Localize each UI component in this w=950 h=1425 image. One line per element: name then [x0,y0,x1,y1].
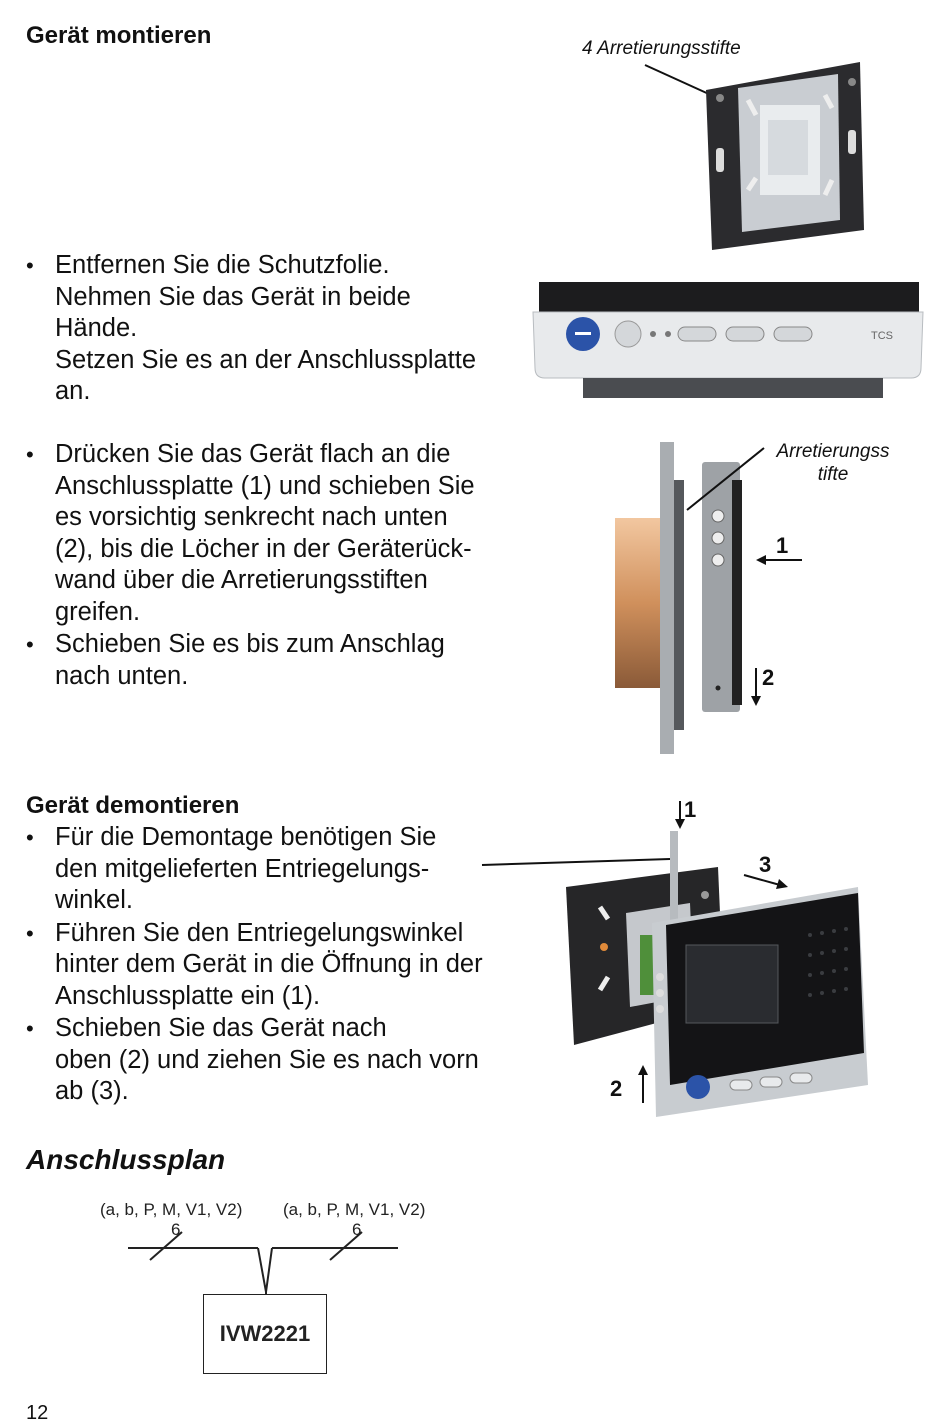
unmount-bullet-1: • Für die Demontage benötigen Sie den mitgelieferten Entriegelungs- winkel. [26,822,483,917]
mount-bullets-2 [26,439,475,692]
unmount-label-1: 1 [684,797,697,822]
right-wire-label: (a, b, P, M, V1, V2) [283,1200,426,1219]
unmount-label-3: 3 [759,852,772,877]
mount-label-1: 1 [776,533,789,558]
side-view-mounting-image [612,440,812,756]
unmount-bullets [26,822,483,1108]
device-brand-label: TCS [871,330,893,342]
left-wire-label: (a, b, P, M, V1, V2) [100,1200,243,1219]
page-number: 12 [26,1402,49,1424]
mount-bullets-1 [26,250,476,408]
device-box-label: IVW2221 [219,1321,311,1346]
mount-label-2: 2 [762,665,775,690]
unmount-heading: Gerät demontieren [26,792,240,819]
left-wire-count: 6 [171,1220,181,1239]
device-box [203,1294,327,1374]
mount-bullet-2: • Drücken Sie das Gerät flach an die Anschlussplatte (1) und schieben Sie es vorsichtig senkrecht nach unten (2), bis die Löcher in der Geräterück- wand über die Arretierungsstiften greifen. [26,439,475,628]
device-bottom-view-image [533,282,923,400]
pins-caption: 4 Arretierungsstifte [582,38,741,59]
side-pins-caption: Arretierungss tifte [776,441,890,485]
unmount-bullet-3: • Schieben Sie das Gerät nach oben (2) und ziehen Sie es nach vorn ab (3). [26,1013,483,1108]
mount-heading: Gerät montieren [26,22,212,49]
unmount-device-image [480,795,880,1125]
unmount-label-2: 2 [610,1076,623,1101]
right-wire-count: 6 [352,1220,362,1239]
mount-bullet-1: • Entfernen Sie die Schutzfolie. Nehmen Sie das Gerät in beide Hände. Setzen Sie es an der Anschlussplatte an. [26,250,476,408]
mount-bullet-3: • Schieben Sie es bis zum Anschlag nach unten. [26,629,475,692]
unmount-bullet-2: • Führen Sie den Entriegelungswinkel hinter dem Gerät in die Öffnung in der Anschlussplatte ein (1). [26,918,483,1013]
mounting-plate-image [700,60,870,255]
wiring-heading: Anschlussplan [26,1144,226,1175]
